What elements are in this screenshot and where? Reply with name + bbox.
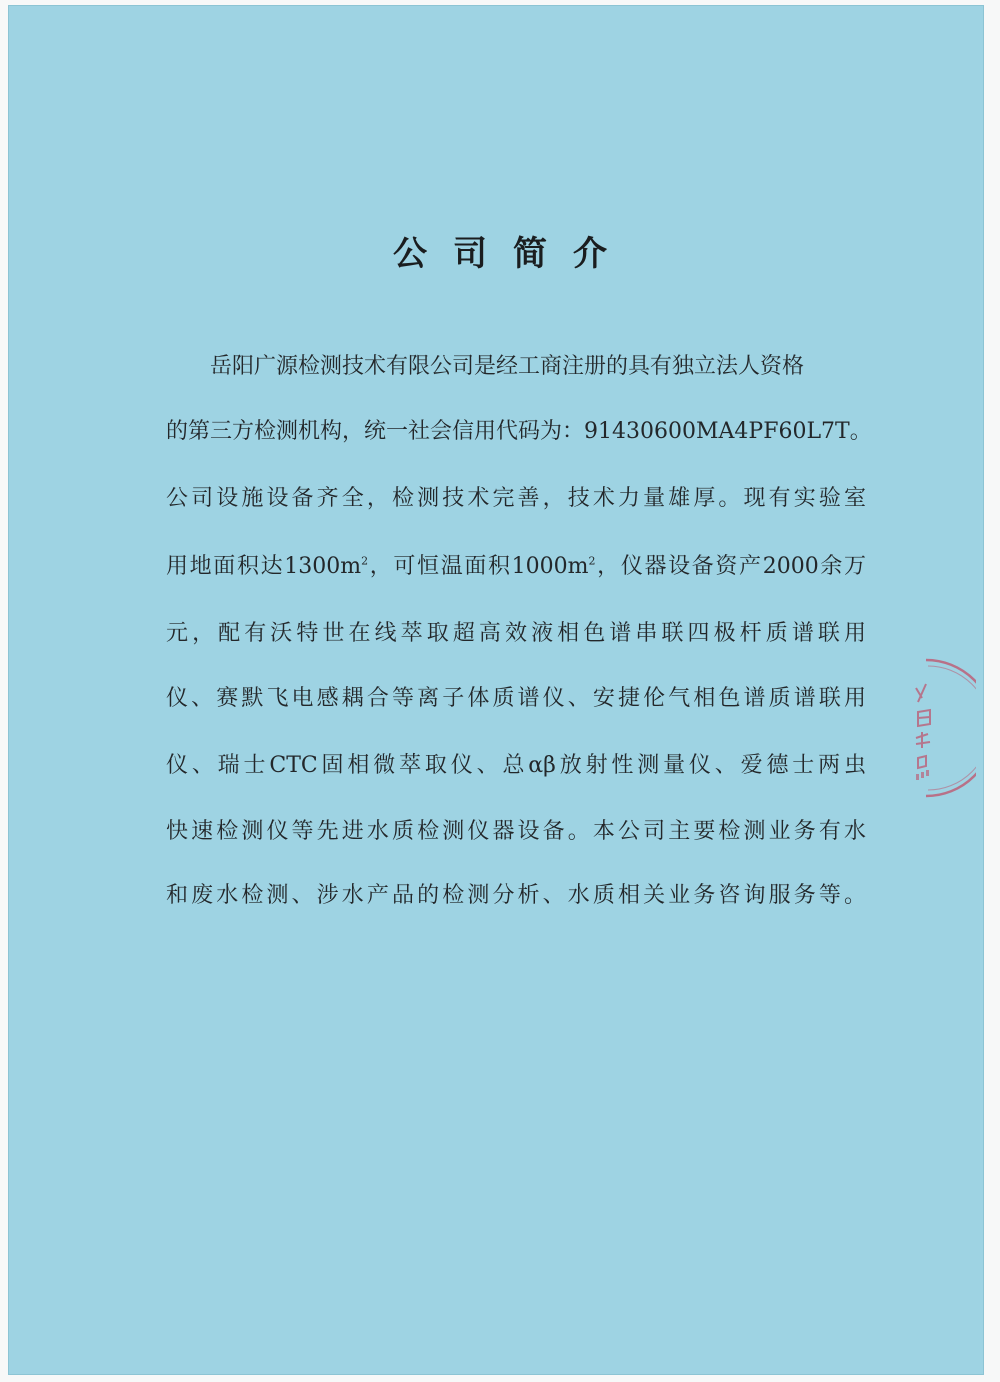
- paragraph-line-5: 元，配有沃特世在线萃取超高效液相色谱串联四极杆质谱联用: [166, 621, 866, 646]
- superscript-2: 2: [588, 554, 596, 568]
- paragraph-line-8: 快速检测仪等先进水质检测仪器设备。本公司主要检测业务有水: [166, 819, 866, 844]
- paragraph-line-9: 和废水检测、涉水产品的检测分析、水质相关业务咨询服务等。: [166, 883, 866, 908]
- paragraph-line-4: [166, 552, 866, 582]
- area-text-1: 用地面积达1300m: [166, 554, 362, 579]
- paragraph-line-1: 岳阳广源检测技术有限公司是经工商注册的具有独立法人资格: [210, 354, 805, 379]
- area-text-2: ，可恒温面积1000m: [368, 554, 589, 579]
- page-title: 公司简介: [393, 234, 633, 274]
- paragraph-line-6: 仪、赛默飞电感耦合等离子体质谱仪、安捷伦气相色谱质谱联用: [166, 686, 866, 711]
- paragraph-line-7: 仪、瑞士CTC固相微萃取仪、总αβ放射性测量仪、爱德士两虫: [166, 753, 866, 778]
- seal-stamp: [896, 652, 976, 804]
- paragraph-line-2: 的第三方检测机构，统一社会信用代码为：91430600MA4PF60L7T。: [166, 419, 872, 444]
- superscript-1: 2: [361, 554, 369, 568]
- paragraph-line-3: 公司设施设备齐全，检测技术完善，技术力量雄厚。现有实验室: [166, 486, 866, 511]
- area-text-3: ，仪器设备资产2000余万: [595, 554, 866, 579]
